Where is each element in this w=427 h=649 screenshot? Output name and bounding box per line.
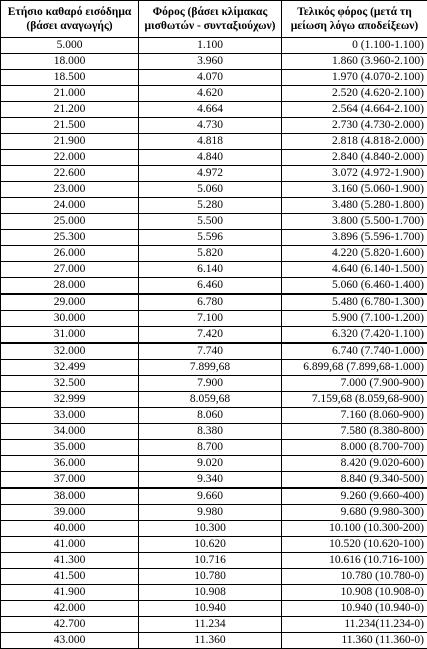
- final-tax-cell: 11.234(11.234-0): [282, 617, 427, 633]
- final-tax-cell: 10.940 (10.940-0): [282, 601, 427, 617]
- table-row: [1, 327, 427, 344]
- table-row: [1, 262, 427, 278]
- tax-cell: 6.780: [139, 294, 282, 311]
- table-row: [1, 198, 427, 214]
- tax-cell: 7.899,68: [139, 360, 282, 376]
- table-row: [1, 150, 427, 166]
- header-row: [1, 1, 427, 38]
- tax-cell: 4.730: [139, 118, 282, 134]
- final-tax-cell: 3.480 (5.280-1.800): [282, 198, 427, 214]
- final-tax-cell: 8.840 (9.340-500): [282, 472, 427, 489]
- final-tax-cell: 3.896 (5.596-1.700): [282, 230, 427, 246]
- table-row: [1, 488, 427, 505]
- tax-cell: 9.020: [139, 456, 282, 472]
- table-row: [1, 408, 427, 424]
- income-cell: 30.000: [1, 311, 139, 327]
- income-cell: 32.000: [1, 343, 139, 360]
- final-tax-cell: 9.680 (9.980-300): [282, 505, 427, 521]
- tax-cell: 3.960: [139, 54, 282, 70]
- tax-cell: 8.059,68: [139, 392, 282, 408]
- table-row: [1, 214, 427, 230]
- income-cell: 32.500: [1, 376, 139, 392]
- tax-cell: 6.460: [139, 278, 282, 295]
- final-tax-cell: 2.564 (4.664-2.100): [282, 102, 427, 118]
- tax-cell: 9.980: [139, 505, 282, 521]
- final-tax-cell: 6.740 (7.740-1.000): [282, 343, 427, 360]
- final-tax-cell: 1.860 (3.960-2.100): [282, 54, 427, 70]
- table-row: [1, 86, 427, 102]
- table-row: [1, 553, 427, 569]
- tax-cell: 11.234: [139, 617, 282, 633]
- tax-cell: 10.940: [139, 601, 282, 617]
- final-tax-cell: 7.580 (8.380-800): [282, 424, 427, 440]
- final-tax-cell: 10.520 (10.620-100): [282, 537, 427, 553]
- table-row: [1, 70, 427, 86]
- tax-cell: 5.820: [139, 246, 282, 262]
- final-tax-cell: 5.480 (6.780-1.300): [282, 294, 427, 311]
- tax-cell: 5.596: [139, 230, 282, 246]
- income-cell: 29.000: [1, 294, 139, 311]
- header-annual-net-income: Ετήσιο καθαρό εισόδημα (βάσει αναγωγής): [1, 1, 139, 38]
- income-cell: 31.000: [1, 327, 139, 344]
- income-cell: 18.500: [1, 70, 139, 86]
- income-cell: 34.000: [1, 424, 139, 440]
- income-cell: 41.500: [1, 569, 139, 585]
- final-tax-cell: 2.520 (4.620-2.100): [282, 86, 427, 102]
- tax-cell: 8.380: [139, 424, 282, 440]
- table-row: [1, 166, 427, 182]
- table-row: [1, 585, 427, 601]
- table-row: [1, 343, 427, 360]
- tax-cell: 9.340: [139, 472, 282, 489]
- table-row: [1, 569, 427, 585]
- final-tax-cell: 10.908 (10.908-0): [282, 585, 427, 601]
- final-tax-cell: 3.160 (5.060-1.900): [282, 182, 427, 198]
- table-row: [1, 294, 427, 311]
- final-tax-cell: 6.320 (7.420-1.100): [282, 327, 427, 344]
- tax-cell: 4.070: [139, 70, 282, 86]
- table-row: [1, 456, 427, 472]
- income-cell: 21.900: [1, 134, 139, 150]
- final-tax-cell: 2.840 (4.840-2.000): [282, 150, 427, 166]
- income-cell: 23.000: [1, 182, 139, 198]
- tax-cell: 5.500: [139, 214, 282, 230]
- tax-cell: 4.620: [139, 86, 282, 102]
- final-tax-cell: 2.730 (4.730-2.000): [282, 118, 427, 134]
- table-row: [1, 424, 427, 440]
- final-tax-cell: 7.160 (8.060-900): [282, 408, 427, 424]
- final-tax-cell: 10.100 (10.300-200): [282, 521, 427, 537]
- final-tax-cell: 5.060 (6.460-1.400): [282, 278, 427, 295]
- income-cell: 27.000: [1, 262, 139, 278]
- tax-cell: 1.100: [139, 38, 282, 54]
- income-cell: 39.000: [1, 505, 139, 521]
- final-tax-cell: 6.899,68 (7.899,68-1.000): [282, 360, 427, 376]
- tax-cell: 4.664: [139, 102, 282, 118]
- income-cell: 33.000: [1, 408, 139, 424]
- tax-cell: 10.620: [139, 537, 282, 553]
- income-cell: 24.000: [1, 198, 139, 214]
- income-cell: 18.000: [1, 54, 139, 70]
- final-tax-cell: 7.000 (7.900-900): [282, 376, 427, 392]
- income-cell: 22.000: [1, 150, 139, 166]
- table-row: [1, 134, 427, 150]
- table-row: [1, 472, 427, 489]
- final-tax-cell: 4.220 (5.820-1.600): [282, 246, 427, 262]
- tax-cell: 7.100: [139, 311, 282, 327]
- header-final-tax: Τελικός φόρος (μετά τη μείωση λόγω αποδείξεων): [282, 1, 427, 38]
- income-cell: 21.200: [1, 102, 139, 118]
- table-row: [1, 376, 427, 392]
- tax-cell: 11.360: [139, 633, 282, 649]
- final-tax-cell: 4.640 (6.140-1.500): [282, 262, 427, 278]
- table-row: [1, 601, 427, 617]
- tax-table-body: [1, 38, 427, 649]
- table-row: [1, 182, 427, 198]
- tax-cell: 8.700: [139, 440, 282, 456]
- income-cell: 32.999: [1, 392, 139, 408]
- tax-cell: 4.840: [139, 150, 282, 166]
- income-cell: 22.600: [1, 166, 139, 182]
- tax-cell: 5.280: [139, 198, 282, 214]
- final-tax-cell: 1.970 (4.070-2.100): [282, 70, 427, 86]
- income-cell: 21.000: [1, 86, 139, 102]
- table-row: [1, 521, 427, 537]
- tax-cell: 9.660: [139, 488, 282, 505]
- income-cell: 40.000: [1, 521, 139, 537]
- table-row: [1, 278, 427, 295]
- table-row: [1, 311, 427, 327]
- final-tax-cell: 7.159,68 (8.059,68-900): [282, 392, 427, 408]
- income-cell: 42.700: [1, 617, 139, 633]
- income-cell: 41.000: [1, 537, 139, 553]
- income-cell: 37.000: [1, 472, 139, 489]
- tax-cell: 10.908: [139, 585, 282, 601]
- tax-cell: 6.140: [139, 262, 282, 278]
- final-tax-cell: 3.072 (4.972-1.900): [282, 166, 427, 182]
- final-tax-cell: 3.800 (5.500-1.700): [282, 214, 427, 230]
- tax-cell: 10.300: [139, 521, 282, 537]
- table-row: [1, 118, 427, 134]
- income-cell: 25.300: [1, 230, 139, 246]
- table-row: [1, 392, 427, 408]
- tax-cell: 5.060: [139, 182, 282, 198]
- table-row: [1, 246, 427, 262]
- final-tax-cell: 10.780 (10.780-0): [282, 569, 427, 585]
- income-cell: 36.000: [1, 456, 139, 472]
- income-cell: 42.000: [1, 601, 139, 617]
- tax-cell: 4.972: [139, 166, 282, 182]
- final-tax-cell: 9.260 (9.660-400): [282, 488, 427, 505]
- income-cell: 41.900: [1, 585, 139, 601]
- income-cell: 5.000: [1, 38, 139, 54]
- table-row: [1, 38, 427, 54]
- tax-cell: 10.780: [139, 569, 282, 585]
- income-cell: 32.499: [1, 360, 139, 376]
- final-tax-cell: 0 (1.100-1.100): [282, 38, 427, 54]
- table-row: [1, 633, 427, 649]
- table-row: [1, 230, 427, 246]
- income-cell: 25.000: [1, 214, 139, 230]
- income-cell: 21.500: [1, 118, 139, 134]
- table-row: [1, 440, 427, 456]
- income-cell: 38.000: [1, 488, 139, 505]
- final-tax-cell: 8.000 (8.700-700): [282, 440, 427, 456]
- tax-cell: 7.740: [139, 343, 282, 360]
- table-row: [1, 505, 427, 521]
- tax-cell: 4.818: [139, 134, 282, 150]
- income-cell: 28.000: [1, 278, 139, 295]
- tax-cell: 8.060: [139, 408, 282, 424]
- table-row: [1, 360, 427, 376]
- table-row: [1, 102, 427, 118]
- income-cell: 41.300: [1, 553, 139, 569]
- header-tax-by-scale: Φόρος (βάσει κλίμακας μισθωτών - συνταξιούχων): [139, 1, 282, 38]
- income-cell: 26.000: [1, 246, 139, 262]
- tax-table-header: [1, 1, 427, 38]
- final-tax-cell: 2.818 (4.818-2.000): [282, 134, 427, 150]
- final-tax-cell: 5.900 (7.100-1.200): [282, 311, 427, 327]
- income-cell: 43.000: [1, 633, 139, 649]
- tax-cell: 7.420: [139, 327, 282, 344]
- table-row: [1, 537, 427, 553]
- final-tax-cell: 10.616 (10.716-100): [282, 553, 427, 569]
- table-row: [1, 54, 427, 70]
- table-row: [1, 617, 427, 633]
- final-tax-cell: 8.420 (9.020-600): [282, 456, 427, 472]
- final-tax-cell: 11.360 (11.360-0): [282, 633, 427, 649]
- tax-cell: 10.716: [139, 553, 282, 569]
- tax-cell: 7.900: [139, 376, 282, 392]
- income-cell: 35.000: [1, 440, 139, 456]
